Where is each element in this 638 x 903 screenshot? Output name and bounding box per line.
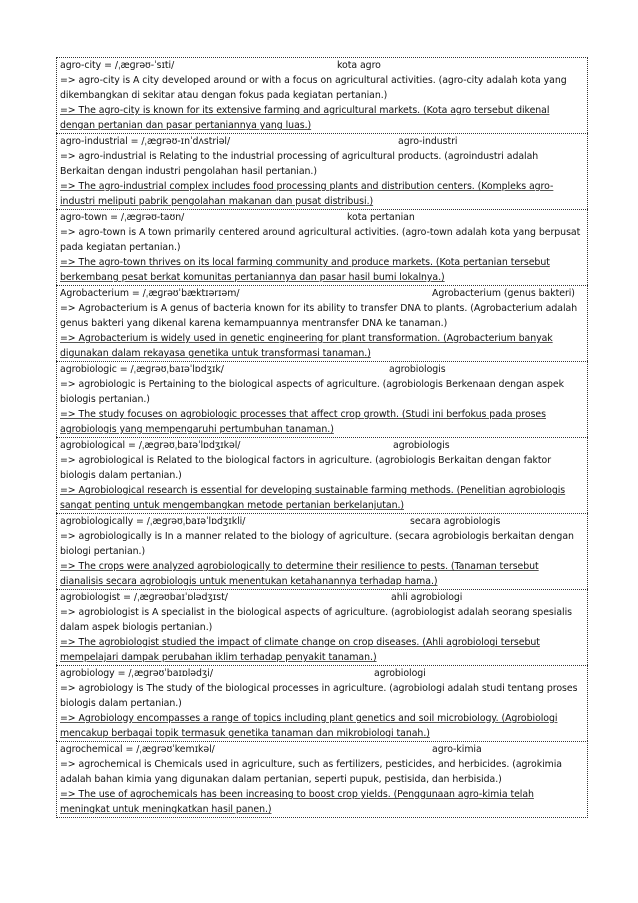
entry-head-line: [60, 590, 584, 605]
entry-translation: agro-kimia: [432, 744, 482, 755]
entry-headword: agrobiologically = /ˌæɡrəʊˌbaɪəˈlɒdʒɪkli/: [60, 516, 246, 527]
entry-translation: agrobiologis: [389, 364, 446, 375]
dictionary-page: [56, 57, 588, 818]
entry-head-line: [60, 514, 584, 529]
dictionary-entry: [56, 437, 588, 513]
entry-headword: agro-industrial = /ˌæɡrəʊ-ɪnˈdʌstriəl/: [60, 136, 231, 147]
dictionary-entry: [56, 361, 588, 437]
entry-head-line: [60, 742, 584, 757]
entry-example: => The crops were analyzed agrobiologically to determine their resilience to pests. (Tanaman tersebut dianalisis secara agrobiologis untuk menentukan ketahanannya terhadap hama.): [60, 561, 539, 587]
entry-example: => The agro-city is known for its extensive farming and agricultural markets. (Kota agro tersebut dikenal dengan pertanian dan pasar pertaniannya yang luas.): [60, 105, 550, 131]
entry-definition: => agrobiologic is Pertaining to the biological aspects of agriculture. (agrobiologis Berkenaan dengan aspek biologis pertanian.): [60, 379, 564, 405]
dictionary-entry: [56, 209, 588, 285]
entry-translation: agrobiologi: [374, 668, 426, 679]
entry-example: => The use of agrochemicals has been increasing to boost crop yields. (Penggunaan agro-kimia telah meningkat untuk meningkatkan hasil panen.): [60, 789, 534, 815]
dictionary-entry: [56, 57, 588, 133]
entry-head-line: [60, 666, 584, 681]
entry-headword: agrobiologic = /ˌæɡrəʊˌbaɪəˈlɒdʒɪk/: [60, 364, 224, 375]
entry-translation: kota pertanian: [347, 212, 415, 223]
dictionary-entry: [56, 513, 588, 589]
entry-definition: => agrobiology is The study of the biological processes in agriculture. (agrobiologi adalah studi tentang proses biologis dalam pertanian.): [60, 683, 578, 709]
entry-definition: => agrobiologist is A specialist in the biological aspects of agriculture. (agrobiologist adalah seorang spesialis dalam aspek biologis pertanian.): [60, 607, 572, 633]
dictionary-entry: [56, 665, 588, 741]
entry-definition: => agro-industrial is Relating to the industrial processing of agricultural products. (agroindustri adalah Berkaitan dengan industri pengolahan hasil pertanian.): [60, 151, 539, 177]
entry-headword: agrobiology = /ˌæɡrəʊˈbaɪɒlədʒi/: [60, 668, 213, 679]
entry-translation: ahli agrobiologi: [391, 592, 463, 603]
entry-head-line: [60, 438, 584, 453]
entry-headword: agrochemical = /ˌæɡrəʊˈkemɪkəl/: [60, 744, 215, 755]
entry-definition: => agrobiologically is In a manner related to the biology of agriculture. (secara agrobiologis berkaitan dengan biologi pertanian.): [60, 531, 574, 557]
entry-head-line: [60, 134, 584, 149]
entry-definition: => agrobiological is Related to the biological factors in agriculture. (agrobiologis Berkaitan dengan faktor biologis dalam pertanian.): [60, 455, 552, 481]
entry-translation: kota agro: [337, 60, 381, 71]
entry-head-line: [60, 286, 584, 301]
entry-head-line: [60, 58, 584, 73]
entry-headword: agro-city = /ˌæɡrəʊ-ˈsɪti/: [60, 60, 175, 71]
entry-head-line: [60, 210, 584, 225]
entry-example: => The agro-town thrives on its local farming community and produce markets. (Kota pertanian tersebut berkembang pesat berkat komunitas pertaniannya dan pasar hasil bumi lokalnya.): [60, 257, 550, 283]
entry-head-line: [60, 362, 584, 377]
dictionary-entry: [56, 741, 588, 818]
dictionary-entry: [56, 285, 588, 361]
entry-example: => The study focuses on agrobiologic processes that affect crop growth. (Studi ini berfokus pada proses agrobiologis yang mempengaruhi pertumbuhan tanaman.): [60, 409, 546, 435]
entry-headword: agro-town = /ˌæɡrəʊ-taʊn/: [60, 212, 185, 223]
entry-translation: agro-industri: [398, 136, 458, 147]
entry-definition: => Agrobacterium is A genus of bacteria known for its ability to transfer DNA to plants. (Agrobacterium adalah genus bakteri yang dikenal karena kemampuannya mentransfer DNA ke tanaman.): [60, 303, 578, 329]
dictionary-entry: [56, 133, 588, 209]
entry-headword: agrobiological = /ˌæɡrəʊˌbaɪəˈlɒdʒɪkəl/: [60, 440, 241, 451]
entry-definition: => agro-town is A town primarily centered around agricultural activities. (agro-town adalah kota yang berpusat pada kegiatan pertanian.): [60, 227, 581, 253]
entry-translation: Agrobacterium (genus bakteri): [432, 288, 575, 299]
entry-definition: => agrochemical is Chemicals used in agriculture, such as fertilizers, pesticides, and herbicides. (agrokimia adalah bahan kimia yang digunakan dalam pertanian, seperti pupuk, pestisida, dan herbisida.): [60, 759, 562, 785]
entry-example: => The agro-industrial complex includes food processing plants and distribution centers. (Kompleks agro-industri meliputi pabrik pengolahan makanan dan pusat distribusi.): [60, 181, 554, 207]
entry-example: => Agrobiology encompasses a range of topics including plant genetics and soil microbiology. (Agrobiologi mencakup berbagai topik termasuk genetika tanaman dan mikrobiologi tanah.): [60, 713, 558, 739]
dictionary-entry: [56, 589, 588, 665]
entry-translation: agrobiologis: [393, 440, 450, 451]
entry-example: => Agrobacterium is widely used in genetic engineering for plant transformation. (Agrobacterium banyak digunakan dalam rekayasa genetika untuk transformasi tanaman.): [60, 333, 553, 359]
entry-example: => The agrobiologist studied the impact of climate change on crop diseases. (Ahli agrobiologi tersebut mempelajari dampak perubahan iklim terhadap penyakit tanaman.): [60, 637, 540, 663]
entry-translation: secara agrobiologis: [410, 516, 501, 527]
entry-example: => Agrobiological research is essential for developing sustainable farming methods. (Penelitian agrobiologis sangat penting untuk mengembangkan metode pertanian berkelanjutan.): [60, 485, 566, 511]
entry-headword: Agrobacterium = /ˌæɡrəʊˈbæktɪərɪəm/: [60, 288, 240, 299]
entry-definition: => agro-city is A city developed around or with a focus on agricultural activities. (agro-city adalah kota yang dikembangkan di sekitar atau dengan fokus pada kegiatan pertanian.): [60, 75, 567, 101]
entry-headword: agrobiologist = /ˌæɡrəʊbaɪˈɒlədʒɪst/: [60, 592, 228, 603]
